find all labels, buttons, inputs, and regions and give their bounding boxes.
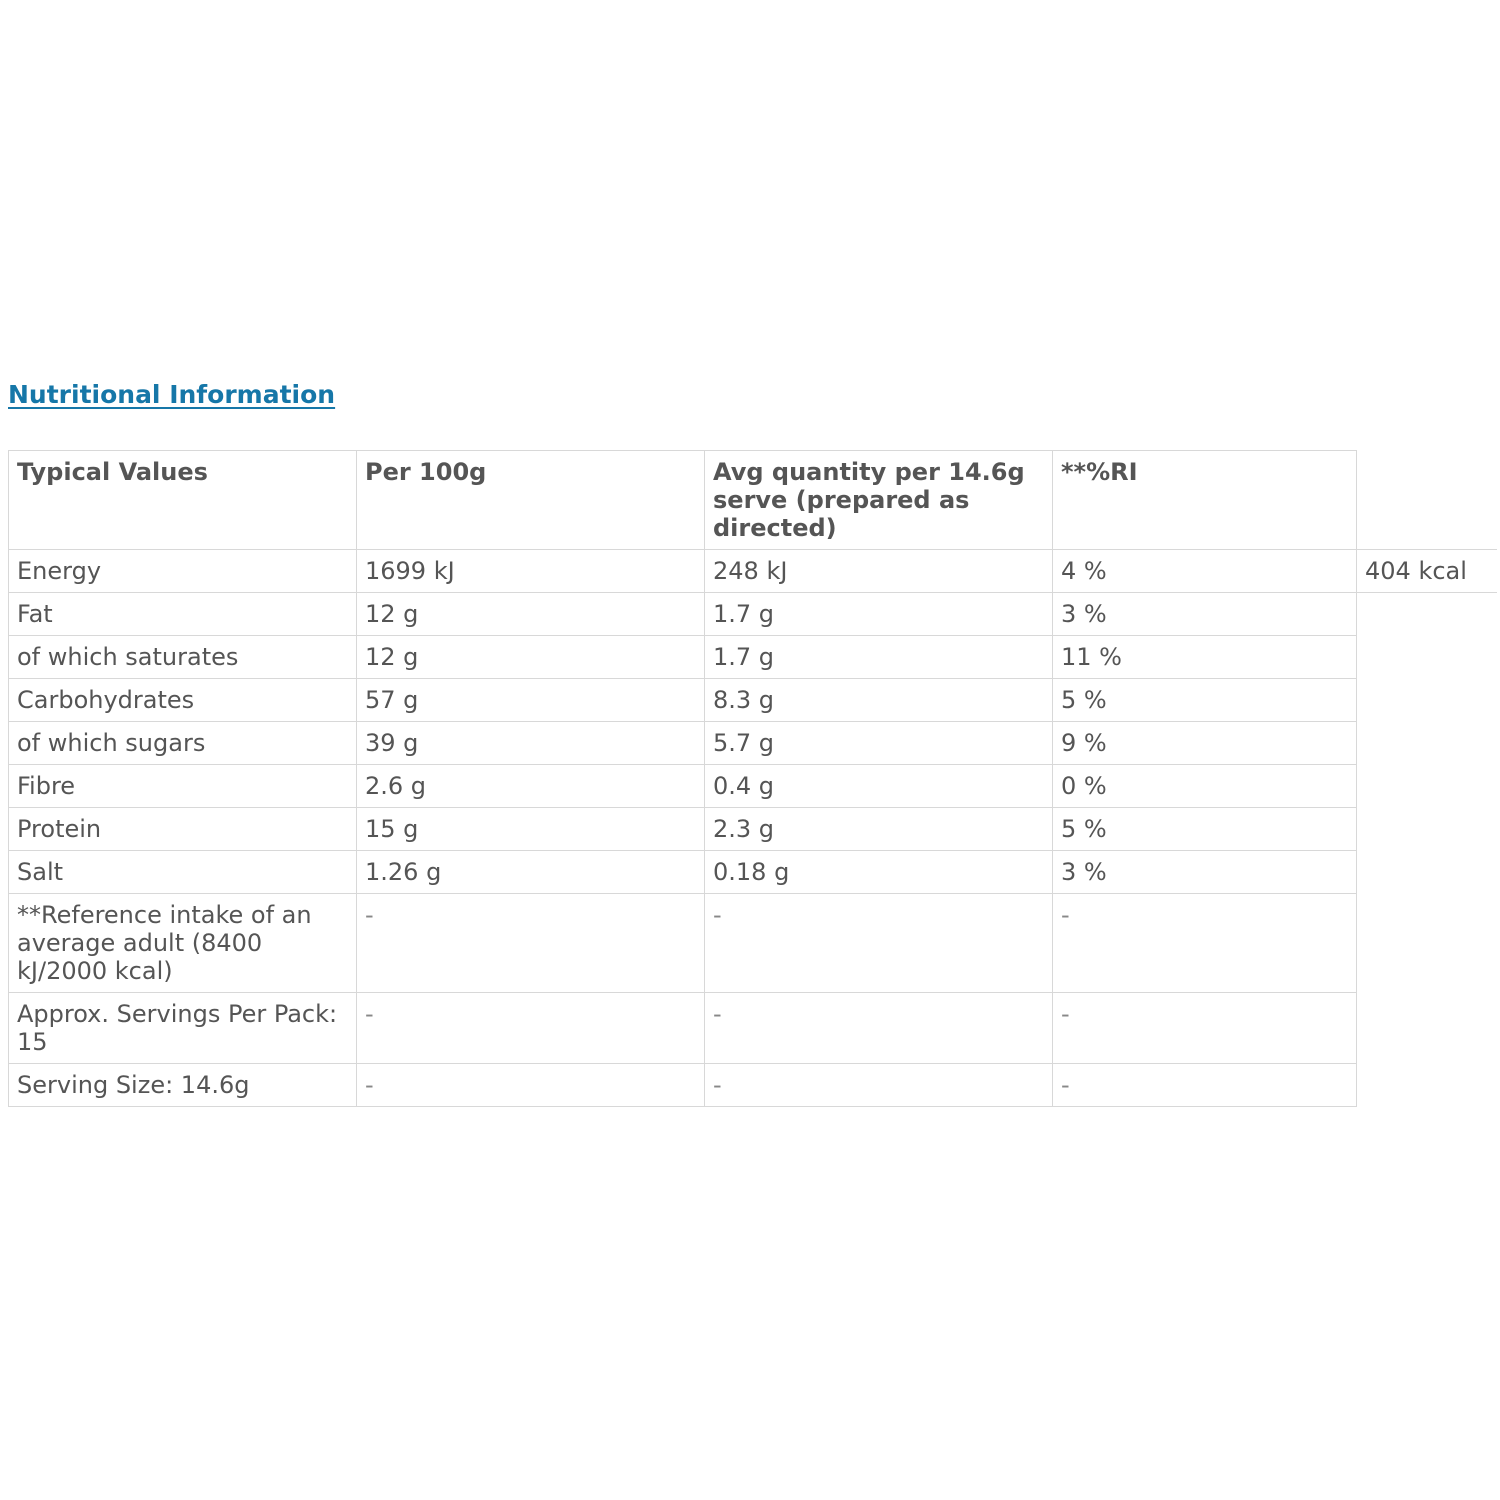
row-per-100g: 1699 kJ [357,550,705,593]
table-row [9,679,1497,722]
row-per-100g: 39 g [357,722,705,765]
header-avg-quantity-per-serve: Avg quantity per 14.6g serve (prepared as directed) [705,451,1053,550]
table-row [9,993,1497,1064]
table-row [9,894,1497,993]
row-percent-ri: 5 % [1053,679,1357,722]
table-header-row [9,451,1497,550]
row-per-serve: 0.18 g [705,851,1053,894]
row-percent-ri: 3 % [1053,593,1357,636]
row-percent-ri: 9 % [1053,722,1357,765]
table-row [9,722,1497,765]
row-per-serve: - [705,993,1053,1064]
header-spacer [1357,451,1497,550]
row-name: Energy [9,550,357,593]
row-per-serve: 1.7 g [705,636,1053,679]
row-name: Serving Size: 14.6g [9,1064,357,1107]
nutritional-information-link[interactable]: Nutritional Information [8,380,336,409]
row-percent-ri: - [1053,894,1357,993]
row-percent-ri: - [1053,1064,1357,1107]
row-per-serve: - [705,894,1053,993]
row-per-100g: - [357,894,705,993]
row-name: Salt [9,851,357,894]
row-per-serve: 8.3 g [705,679,1053,722]
row-energy-kcal: 404 kcal [1357,550,1497,593]
row-spacer [1357,1064,1497,1107]
row-per-serve: 5.7 g [705,722,1053,765]
row-per-100g: 15 g [357,808,705,851]
row-per-serve: 2.3 g [705,808,1053,851]
row-per-100g: 12 g [357,636,705,679]
table-row [9,550,1497,593]
table-row [9,1064,1497,1107]
row-name: of which saturates [9,636,357,679]
row-percent-ri: 5 % [1053,808,1357,851]
row-per-100g: 1.26 g [357,851,705,894]
row-per-serve: 1.7 g [705,593,1053,636]
table-row [9,851,1497,894]
header-typical-values: Typical Values [9,451,357,550]
table-row [9,636,1497,679]
row-name: Fibre [9,765,357,808]
table-row [9,593,1497,636]
row-per-serve: - [705,1064,1053,1107]
row-name: Fat [9,593,357,636]
row-name: Carbohydrates [9,679,357,722]
row-percent-ri: 0 % [1053,765,1357,808]
row-percent-ri: - [1053,993,1357,1064]
row-spacer [1357,679,1497,722]
row-name: of which sugars [9,722,357,765]
row-name: **Reference intake of an average adult (8400 kJ/2000 kcal) [9,894,357,993]
nutrition-table [8,450,1497,1107]
row-spacer [1357,636,1497,679]
row-per-100g: 57 g [357,679,705,722]
row-per-100g: - [357,1064,705,1107]
row-name: Approx. Servings Per Pack: 15 [9,993,357,1064]
row-per-serve: 248 kJ [705,550,1053,593]
row-per-100g: 12 g [357,593,705,636]
row-spacer [1357,593,1497,636]
table-row [9,765,1497,808]
row-spacer [1357,993,1497,1064]
row-spacer [1357,894,1497,993]
row-spacer [1357,765,1497,808]
row-per-100g: 2.6 g [357,765,705,808]
row-percent-ri: 3 % [1053,851,1357,894]
row-per-serve: 0.4 g [705,765,1053,808]
row-percent-ri: 4 % [1053,550,1357,593]
row-name: Protein [9,808,357,851]
header-percent-ri: **%RI [1053,451,1357,550]
row-per-100g: - [357,993,705,1064]
header-per-100g: Per 100g [357,451,705,550]
row-percent-ri: 11 % [1053,636,1357,679]
table-row [9,808,1497,851]
row-spacer [1357,722,1497,765]
row-spacer [1357,851,1497,894]
row-spacer [1357,808,1497,851]
